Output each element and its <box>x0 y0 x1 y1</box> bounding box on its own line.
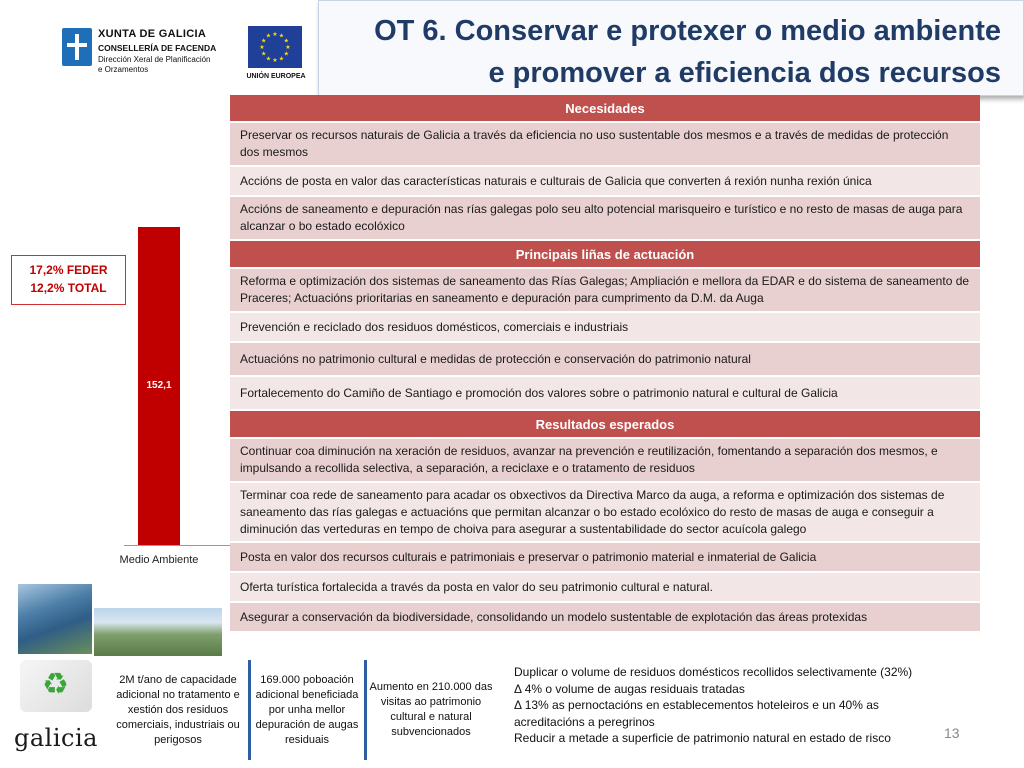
result-indicators-list <box>514 664 944 747</box>
action-lines-header: Principais liñas de actuación <box>230 241 980 269</box>
recycle-icon: ♻ <box>42 668 69 701</box>
result-heritage-visits: Aumento en 210.000 das visitas ao patrimonio cultural e natural subvencionados <box>369 681 493 738</box>
xunta-name: XUNTA DE GALICIA <box>98 28 207 40</box>
xunta-subdepartment-line1: Dirección Xeral de Planificación <box>98 55 211 64</box>
total-share: 12,2% TOTAL <box>30 281 107 295</box>
result-indicator: Δ 13% as pernoctacións en establecementos hoteleiros e un 40% as acreditacións a peregrinos <box>514 698 879 729</box>
action-line-row: Prevención e reciclado dos residuos domésticos, comerciais e industriais <box>230 313 980 343</box>
eu-label: UNIÓN EUROPEA <box>246 73 306 80</box>
svg-text:★: ★ <box>283 37 289 45</box>
svg-text:★: ★ <box>265 32 272 40</box>
needs-row: Accións de posta en valor das características naturais e culturais de Galicia que converten á rexión nunha rexión única <box>230 167 980 197</box>
x-axis <box>124 545 230 546</box>
category-label: Medio Ambiente <box>119 554 199 566</box>
action-line-row: Reforma e optimización dos sistemas de saneamento das Rías Galegas; Ampliación e mellora da EDAR e do sistema de saneamento de Praceres; Actuacións prioritarias en saneamento e depuración para cumprimento da D.M. da Auga <box>230 269 980 313</box>
title-box <box>318 0 1024 96</box>
mountain-landscape-photo <box>94 608 222 656</box>
page-number: 13 <box>944 725 960 741</box>
svg-text:★: ★ <box>278 55 285 63</box>
needs-row: Preservar os recursos naturais de Galicia a través da eficiencia no uso sustentable dos mesmos e a través de medidas de protección dos mesmos <box>230 123 980 167</box>
xunta-subdepartment-line2: e Orzamentos <box>98 65 149 74</box>
xunta-shield-icon <box>62 28 92 66</box>
expected-result-row: Terminar coa rede de saneamento para acadar os obxectivos da Directiva Marco da auga, a reforma e optimización dos sistemas de saneamento das rías galegas e actuacións que permitan alcanzar o bo estado ecolóxico do resto de masas de auga e conseguir a diminución das verteduras en tempo de choiva para asegurar a sustentabilidade do sector acuícola galego <box>230 483 980 543</box>
result-waste-capacity: 2M t/ano de capacidade adicional no tratamento e xestión dos residuos comerciais, industriais ou perigosos <box>108 660 251 760</box>
xunta-department: CONSELLERÍA DE FACENDA <box>98 43 217 53</box>
feder-share: 17,2% FEDER <box>29 263 108 277</box>
action-line-row: Fortalecemento do Camiño de Santiago e promoción dos valores sobre o patrimonio natural e cultural de Galicia <box>230 377 980 411</box>
svg-text:★: ★ <box>272 57 278 64</box>
xunta-logo <box>62 26 234 84</box>
svg-text:★: ★ <box>272 31 278 38</box>
action-line-row: Actuacións no patrimonio cultural e medidas de protección e conservación do patrimonio natural <box>230 343 980 377</box>
eu-flag-icon <box>248 26 302 68</box>
galicia-logo: galicia <box>14 724 98 752</box>
eu-logo <box>240 22 312 86</box>
expected-result-row: Oferta turística fortalecida a través da posta en valor do seu patrimonio cultural e natural. <box>230 573 980 603</box>
expected-result-row: Posta en valor dos recursos culturais e patrimoniais e preservar o patrimonio material e inmaterial de Galicia <box>230 543 980 573</box>
svg-text:★: ★ <box>261 37 267 45</box>
ot6-table <box>230 95 980 633</box>
expected-results-header: Resultados esperados <box>230 411 980 439</box>
needs-row: Accións de saneamento e depuración nas rías galegas polo seu alto potencial marisqueiro e turístico e no resto de masas de auga para alcanzar o bo estado ecolóxico <box>230 197 980 241</box>
svg-text:★: ★ <box>259 44 265 51</box>
coastal-ria-photo <box>18 584 92 654</box>
result-indicator: Δ 4% o volume de augas residuais tratadas <box>514 681 745 696</box>
result-population-served: 169.000 poboación adicional beneficiada por unha mellor depuración de augas residuais <box>250 660 367 760</box>
svg-text:★: ★ <box>285 44 291 51</box>
svg-text:★: ★ <box>265 55 272 63</box>
recycling-bins-image <box>20 660 92 712</box>
needs-header: Necesidades <box>230 95 980 123</box>
expected-result-row: Asegurar a conservación da biodiversidade, consolidando un modelo sustentable de explotación das áreas protexidas <box>230 603 980 633</box>
svg-text:★: ★ <box>278 32 285 40</box>
page-title-line2: e promover a eficiencia dos recursos <box>488 57 1001 89</box>
bar-chart <box>112 215 232 595</box>
result-indicator: Reducir a metade a superficie de patrimonio natural en estado de risco <box>514 731 891 745</box>
svg-text:★: ★ <box>261 50 267 58</box>
result-indicator: Duplicar o volume de residuos domésticos recollidos selectivamente (32%) <box>514 665 913 679</box>
page-title-line1: OT 6. Conservar e protexer o medio ambiente <box>374 15 1001 47</box>
bar-value-label: 152,1 <box>146 380 172 391</box>
funding-share-box <box>11 255 126 305</box>
svg-text:★: ★ <box>283 50 289 58</box>
expected-result-row: Continuar coa diminución na xeración de residuos, avanzar na prevención e reutilización, fomentando a separación dos mesmos, e impulsando a recollida selectiva, a separación, a reciclaxe e o tratamento de residuos <box>230 439 980 483</box>
